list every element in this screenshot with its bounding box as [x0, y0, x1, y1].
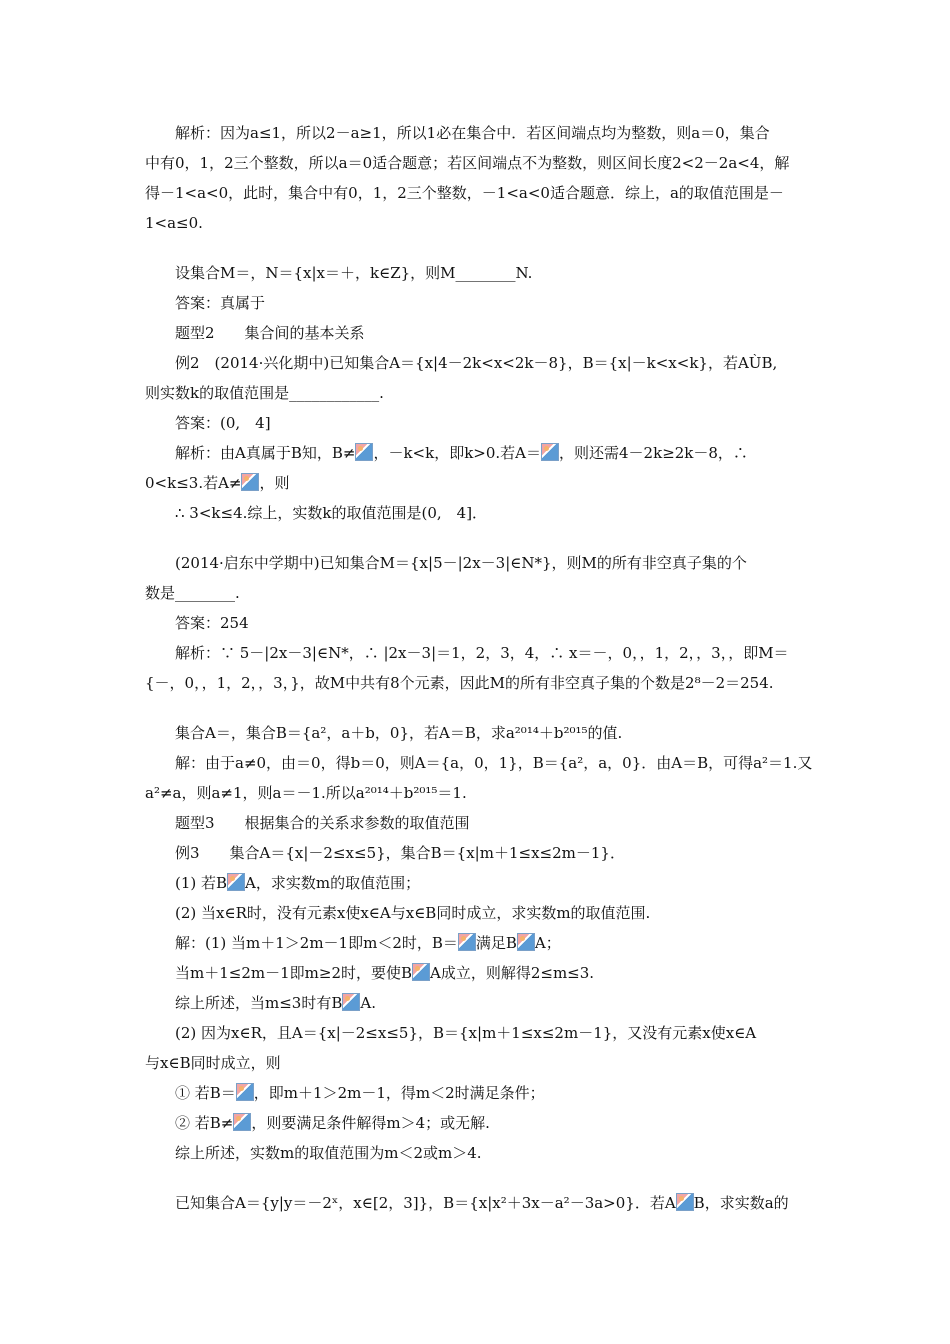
text-line: (2014·启东中学期中)已知集合M＝{x|5－|2x－3|∈N*}，则M的所有非空真子集的个	[175, 554, 747, 572]
text-line: 数是________.	[145, 584, 240, 602]
text-line	[175, 962, 810, 984]
answer-line: 答案：真属于	[175, 294, 266, 312]
text-line	[175, 1192, 810, 1214]
text-segment: ，则要满足条件解得m＞4；或无解.	[251, 1114, 490, 1132]
broken-image-icon	[241, 473, 259, 491]
text-line	[175, 932, 810, 954]
text-segment: ② 若B≠	[175, 1114, 234, 1132]
text-line: 解析：因为a≤1，所以2－a≥1，所以1必在集合中．若区间端点均为整数，则a＝0，集合	[175, 124, 770, 142]
text-line: 1<a≤0.	[145, 214, 203, 232]
text-line: 例2 (2014·兴化期中)已知集合A＝{x|4－2k<x<2k－8}，B＝{x|－k<x<k}，若AÙB,	[175, 354, 778, 372]
text-line	[175, 872, 810, 894]
broken-image-icon	[355, 443, 373, 461]
answer-line: 答案：254	[175, 614, 249, 632]
section-heading: 题型2 集合间的基本关系	[175, 324, 365, 342]
text-line: 例3 集合A＝{x|－2≤x≤5}，集合B＝{x|m＋1≤x≤2m－1}．	[175, 844, 625, 862]
text-line: 与x∈B同时成立，则	[145, 1054, 281, 1072]
text-line: ∴ 3<k≤4.综上，实数k的取值范围是(0, 4]．	[175, 504, 488, 522]
text-segment: B，求实数a的	[693, 1194, 789, 1212]
text-line: 中有0，1，2三个整数，所以a＝0适合题意；若区间端点不为整数，则区间长度2<2－2a<4，解	[145, 154, 790, 172]
text-segment: ① 若B＝	[175, 1084, 236, 1102]
broken-image-icon	[342, 993, 360, 1011]
text-segment: 0<k≤3.若A≠	[145, 474, 242, 492]
text-segment: A；	[534, 934, 561, 952]
text-line: a²≠a，则a≠1，则a＝－1.所以a²⁰¹⁴＋b²⁰¹⁵＝1.	[145, 784, 467, 802]
text-segment: 综上所述，当m≤3时有B	[175, 994, 343, 1012]
text-segment: A成立，则解得2≤m≤3.	[430, 964, 595, 982]
text-segment: ，则还需4－2k≥2k－8，∴	[559, 444, 748, 462]
broken-image-icon	[458, 933, 476, 951]
text-segment: 满足B	[475, 934, 517, 952]
text-line	[175, 442, 810, 464]
text-line: (2) 因为x∈R，且A＝{x|－2≤x≤5}，B＝{x|m＋1≤x≤2m－1}，又没有元素x使x∈A	[175, 1024, 757, 1042]
text-line: 解：由于a≠0，由＝0，得b＝0，则A＝{a，0，1}，B＝{a²，a，0}．由A＝B，可得a²＝1.又	[175, 754, 813, 772]
broken-image-icon	[676, 1193, 694, 1211]
broken-image-icon	[233, 1113, 251, 1131]
text-line: 则实数k的取值范围是____________.	[145, 384, 384, 402]
text-segment: ，即m＋1＞2m－1，得m＜2时满足条件；	[253, 1084, 545, 1102]
broken-image-icon	[517, 933, 535, 951]
text-line: 设集合M＝，N＝{x|x＝＋，k∈Z}，则M________N.	[175, 264, 533, 282]
text-line: 解析：∵ 5－|2x－3|∈N*，∴ |2x－3|＝1，2，3，4，∴ x＝－，0，，1，2，，3，，即M＝	[175, 644, 789, 662]
text-line: {－，0，，1，2，，3，}，故M中共有8个元素，因此M的所有非空真子集的个数是2⁸－2＝254.	[145, 674, 774, 692]
text-line: (2) 当x∈R时，没有元素x使x∈A与x∈B同时成立，求实数m的取值范围.	[175, 904, 651, 922]
text-line	[175, 992, 810, 1014]
text-segment: ，则	[259, 474, 290, 492]
text-segment: 解：(1) 当m＋1＞2m－1即m＜2时，B＝	[175, 934, 458, 952]
broken-image-icon	[236, 1083, 254, 1101]
text-line	[145, 472, 810, 494]
text-segment: (1) 若B	[175, 874, 228, 892]
text-line: 集合A＝，集合B＝{a²，a＋b，0}，若A＝B，求a²⁰¹⁴＋b²⁰¹⁵的值.	[175, 724, 623, 742]
text-line: 得－1<a<0，此时，集合中有0，1，2三个整数，－1<a<0适合题意．综上，a的取值范围是－	[145, 184, 784, 202]
broken-image-icon	[412, 963, 430, 981]
broken-image-icon	[541, 443, 559, 461]
text-segment: 解析：由A真属于B知，B≠	[175, 444, 356, 462]
text-line	[175, 1112, 810, 1134]
section-heading: 题型3 根据集合的关系求参数的取值范围	[175, 814, 470, 832]
text-segment: 已知集合A＝{y|y＝－2ˣ，x∈[2，3]}，B＝{x|x²＋3x－a²－3a>0}．若A	[175, 1194, 676, 1212]
text-segment: ，－k<k，即k>0.若A＝	[373, 444, 542, 462]
answer-line: 答案：(0, 4]	[175, 414, 271, 432]
text-line: 综上所述，实数m的取值范围为m＜2或m＞4.	[175, 1144, 482, 1162]
text-segment: 当m＋1≤2m－1即m≥2时，要使B	[175, 964, 413, 982]
text-line	[175, 1082, 810, 1104]
text-segment: A，求实数m的取值范围；	[245, 874, 421, 892]
text-segment: A.	[360, 994, 376, 1012]
broken-image-icon	[227, 873, 245, 891]
